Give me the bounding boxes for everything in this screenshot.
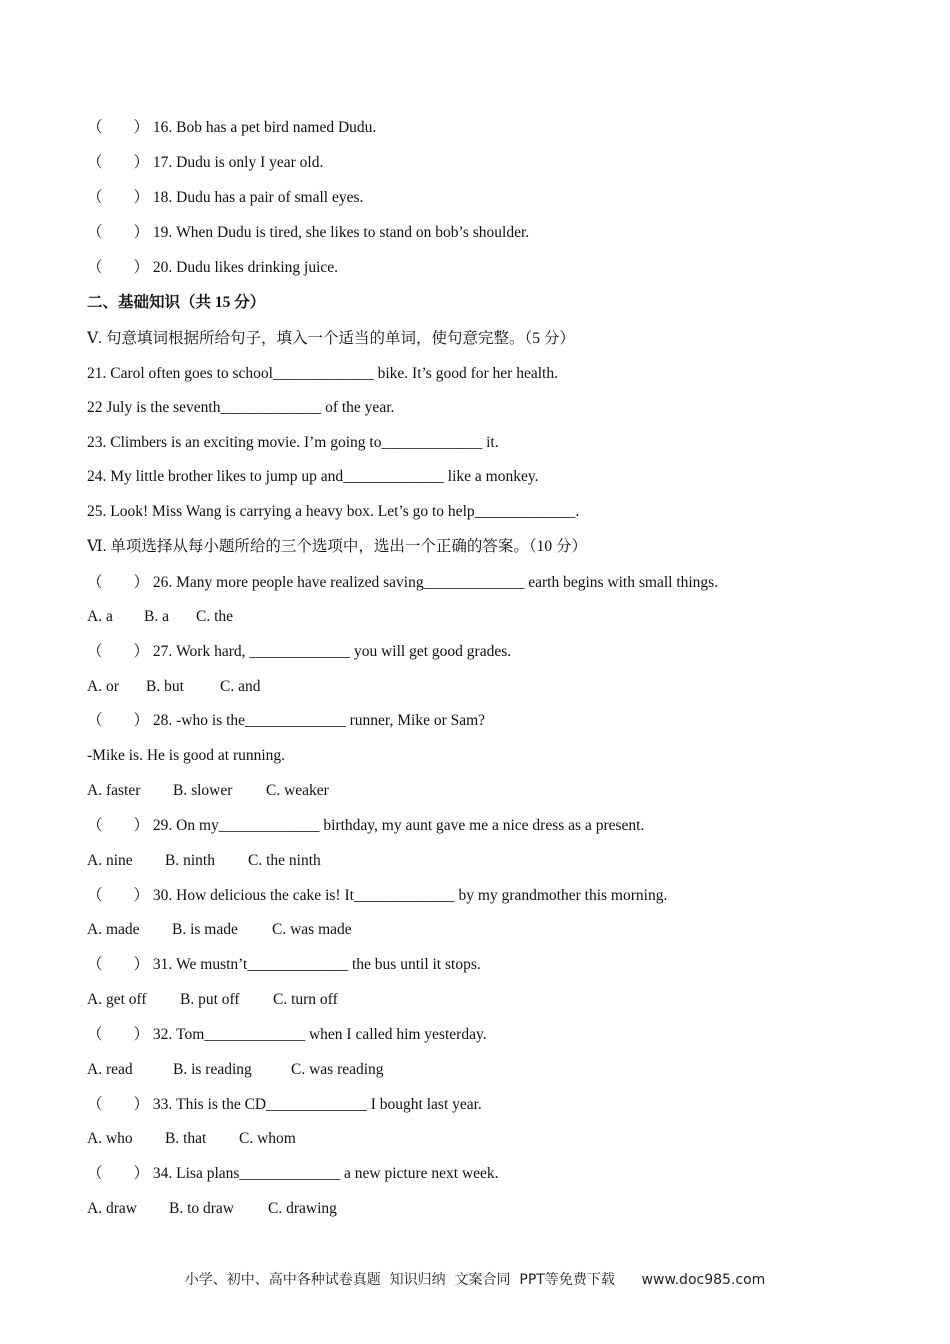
answer-paren[interactable]: （ ） (87, 574, 150, 591)
question-28-reply: -Mike is. He is good at running. (87, 747, 286, 764)
option-b[interactable]: B. put off (180, 991, 240, 1008)
question-33 (87, 1095, 482, 1115)
answer-paren[interactable]: （ ） (87, 1026, 150, 1043)
options-29 (87, 851, 321, 871)
option-b[interactable]: B. to draw (169, 1200, 235, 1217)
options-34 (87, 1199, 337, 1219)
part6-heading: Ⅵ. 单项选择从每小题所给的三个选项中，选出一个正确的答案。（10 分） (87, 538, 587, 555)
question-text: 17. Dudu is only I year old. (152, 154, 324, 171)
question-21: 21. Carol often goes to school_____________ bike. It’s good for her health. (87, 365, 558, 382)
question-text: 26. Many more people have realized saving_____________ earth begins with small things. (152, 574, 719, 591)
question-31 (87, 955, 481, 975)
options-28 (87, 781, 329, 801)
option-c[interactable]: C. and (220, 678, 261, 695)
option-a[interactable]: A. draw (87, 1200, 137, 1217)
option-a[interactable]: A. a (87, 608, 113, 625)
option-c[interactable]: C. was made (272, 921, 352, 938)
option-a[interactable]: A. who (87, 1130, 133, 1147)
question-text: 33. This is the CD_____________ I bought last year. (152, 1096, 482, 1113)
option-a[interactable]: A. faster (87, 782, 141, 799)
part5-heading: Ⅴ. 句意填词根据所给句子，填入一个适当的单词，使句意完整。（5 分） (87, 330, 575, 347)
question-text: 31. We mustn’t_____________ the bus until it stops. (152, 956, 481, 973)
question-text: 30. How delicious the cake is! It_____________ by my grandmother this morning. (152, 887, 668, 904)
question-22: 22 July is the seventh_____________ of the year. (87, 399, 395, 416)
question-text: 16. Bob has a pet bird named Dudu. (152, 119, 377, 136)
answer-paren[interactable]: （ ） (87, 887, 150, 904)
question-24: 24. My little brother likes to jump up and_____________ like a monkey. (87, 468, 539, 485)
options-32 (87, 1060, 384, 1080)
question-20 (87, 258, 338, 278)
question-text: 20. Dudu likes drinking juice. (152, 259, 339, 276)
options-27 (87, 677, 260, 697)
option-b[interactable]: B. is reading (173, 1061, 252, 1078)
answer-paren[interactable]: （ ） (87, 1165, 150, 1182)
question-16 (87, 118, 376, 138)
question-text: 29. On my_____________ birthday, my aunt gave me a nice dress as a present. (152, 817, 645, 834)
answer-paren[interactable]: （ ） (87, 956, 150, 973)
option-b[interactable]: B. a (144, 608, 169, 625)
option-a[interactable]: A. made (87, 921, 140, 938)
question-32 (87, 1025, 487, 1045)
question-text: 28. -who is the_____________ runner, Mike or Sam? (152, 712, 486, 729)
question-text: 34. Lisa plans_____________ a new picture next week. (152, 1165, 499, 1182)
answer-paren[interactable]: （ ） (87, 643, 150, 660)
answer-paren[interactable]: （ ） (87, 1096, 150, 1113)
question-28 (87, 711, 485, 731)
question-text: 19. When Dudu is tired, she likes to stand on bob’s shoulder. (152, 224, 530, 241)
option-b[interactable]: B. ninth (165, 852, 215, 869)
answer-paren[interactable]: （ ） (87, 224, 150, 241)
question-19 (87, 223, 529, 243)
question-30 (87, 886, 667, 906)
answer-paren[interactable]: （ ） (87, 119, 150, 136)
option-b[interactable]: B. slower (173, 782, 233, 799)
question-34 (87, 1164, 499, 1184)
option-c[interactable]: C. the ninth (248, 852, 321, 869)
question-18 (87, 188, 363, 208)
question-23: 23. Climbers is an exciting movie. I’m going to_____________ it. (87, 434, 499, 451)
option-c[interactable]: C. whom (239, 1130, 296, 1147)
question-25: 25. Look! Miss Wang is carrying a heavy box. Let’s go to help_____________. (87, 503, 580, 520)
option-c[interactable]: C. turn off (273, 991, 338, 1008)
options-30 (87, 920, 352, 940)
answer-paren[interactable]: （ ） (87, 259, 150, 276)
section-heading: 二、基础知识（共 15 分） (87, 294, 266, 311)
options-31 (87, 990, 338, 1010)
question-26 (87, 573, 718, 593)
question-text: 18. Dudu has a pair of small eyes. (152, 189, 364, 206)
option-c[interactable]: C. the (196, 608, 234, 625)
option-c[interactable]: C. drawing (268, 1200, 337, 1217)
option-a[interactable]: A. read (87, 1061, 133, 1078)
option-b[interactable]: B. that (165, 1130, 207, 1147)
answer-paren[interactable]: （ ） (87, 712, 150, 729)
option-b[interactable]: B. is made (172, 921, 238, 938)
question-text: 32. Tom_____________ when I called him yesterday. (152, 1026, 487, 1043)
question-29 (87, 816, 644, 836)
option-c[interactable]: C. weaker (266, 782, 329, 799)
question-17 (87, 153, 323, 173)
answer-paren[interactable]: （ ） (87, 189, 150, 206)
answer-paren[interactable]: （ ） (87, 817, 150, 834)
answer-paren[interactable]: （ ） (87, 154, 150, 171)
option-c[interactable]: C. was reading (291, 1061, 384, 1078)
options-33 (87, 1129, 296, 1149)
question-text: 27. Work hard, _____________ you will get good grades. (152, 643, 512, 660)
option-a[interactable]: A. get off (87, 991, 147, 1008)
options-26 (87, 607, 233, 627)
option-a[interactable]: A. or (87, 678, 119, 695)
option-b[interactable]: B. but (146, 678, 184, 695)
question-27 (87, 642, 511, 662)
option-a[interactable]: A. nine (87, 852, 133, 869)
page-footer: 小学、初中、高中各种试卷真题 知识归纳 文案合同 PPT等免费下载 www.doc985.com (184, 1272, 766, 1288)
